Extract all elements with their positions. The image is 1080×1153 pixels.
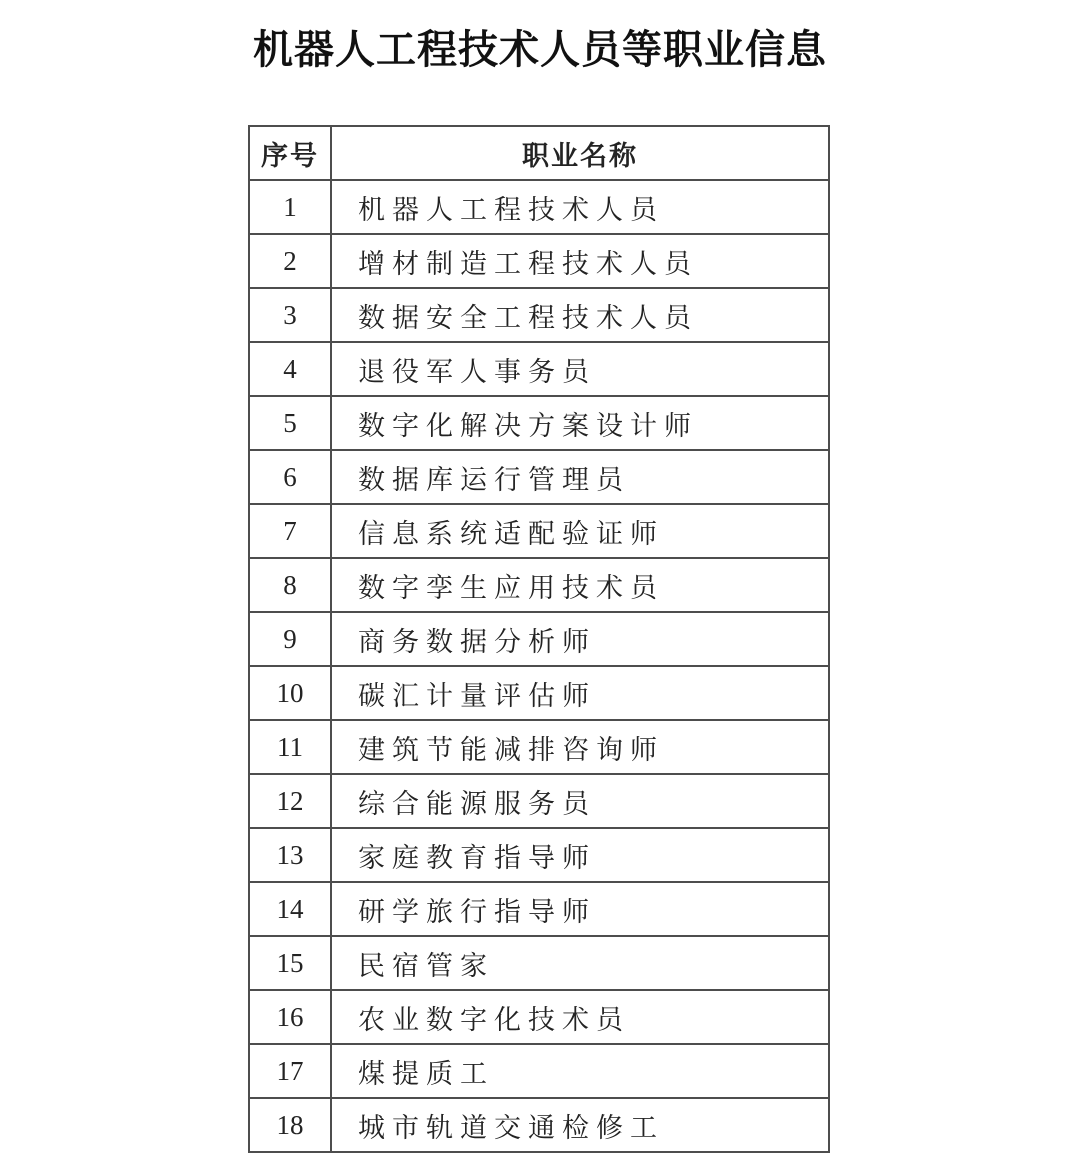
occupation-name-cell: 数据库运行管理员	[331, 450, 829, 504]
row-number-cell: 5	[249, 396, 331, 450]
occupation-name-cell: 碳汇计量评估师	[331, 666, 829, 720]
occupation-name-cell: 城市轨道交通检修工	[331, 1098, 829, 1152]
occupation-name-cell: 增材制造工程技术人员	[331, 234, 829, 288]
row-number-cell: 10	[249, 666, 331, 720]
header-row	[249, 126, 829, 180]
row-number-cell: 2	[249, 234, 331, 288]
row-number-cell: 17	[249, 1044, 331, 1098]
occupation-name-cell: 煤提质工	[331, 1044, 829, 1098]
row-number-cell: 12	[249, 774, 331, 828]
occupation-name-cell: 综合能源服务员	[331, 774, 829, 828]
row-number-cell: 7	[249, 504, 331, 558]
row-number-cell: 1	[249, 180, 331, 234]
table-header	[249, 126, 829, 180]
occupation-name-cell: 数字孪生应用技术员	[331, 558, 829, 612]
table-row	[249, 1098, 829, 1152]
occupation-table	[248, 125, 830, 1153]
table-row	[249, 558, 829, 612]
table-row	[249, 450, 829, 504]
table-row	[249, 1044, 829, 1098]
table-row	[249, 882, 829, 936]
table-row	[249, 936, 829, 990]
table-row	[249, 180, 829, 234]
occupation-name-cell: 信息系统适配验证师	[331, 504, 829, 558]
row-number-cell: 8	[249, 558, 331, 612]
table-body	[249, 180, 829, 1152]
occupation-name-cell: 家庭教育指导师	[331, 828, 829, 882]
table-row	[249, 504, 829, 558]
table-row	[249, 288, 829, 342]
row-number-cell: 16	[249, 990, 331, 1044]
occupation-name-cell: 数据安全工程技术人员	[331, 288, 829, 342]
row-number-cell: 14	[249, 882, 331, 936]
col-header-occupation-name: 职业名称	[331, 126, 829, 180]
table-row	[249, 396, 829, 450]
row-number-cell: 15	[249, 936, 331, 990]
row-number-cell: 11	[249, 720, 331, 774]
table-row	[249, 774, 829, 828]
table-row	[249, 666, 829, 720]
occupation-name-cell: 商务数据分析师	[331, 612, 829, 666]
occupation-name-cell: 研学旅行指导师	[331, 882, 829, 936]
occupation-name-cell: 机器人工程技术人员	[331, 180, 829, 234]
row-number-cell: 9	[249, 612, 331, 666]
occupation-name-cell: 退役军人事务员	[331, 342, 829, 396]
table-row	[249, 234, 829, 288]
col-header-serial-number: 序号	[249, 126, 331, 180]
table-row	[249, 342, 829, 396]
occupation-name-cell: 数字化解决方案设计师	[331, 396, 829, 450]
row-number-cell: 18	[249, 1098, 331, 1152]
occupation-name-cell: 建筑节能减排咨询师	[331, 720, 829, 774]
occupation-name-cell: 民宿管家	[331, 936, 829, 990]
table-row	[249, 828, 829, 882]
page-title: 机器人工程技术人员等职业信息	[253, 28, 827, 72]
row-number-cell: 13	[249, 828, 331, 882]
row-number-cell: 3	[249, 288, 331, 342]
occupation-name-cell: 农业数字化技术员	[331, 990, 829, 1044]
row-number-cell: 4	[249, 342, 331, 396]
table-row	[249, 990, 829, 1044]
row-number-cell: 6	[249, 450, 331, 504]
table-row	[249, 612, 829, 666]
table-row	[249, 720, 829, 774]
